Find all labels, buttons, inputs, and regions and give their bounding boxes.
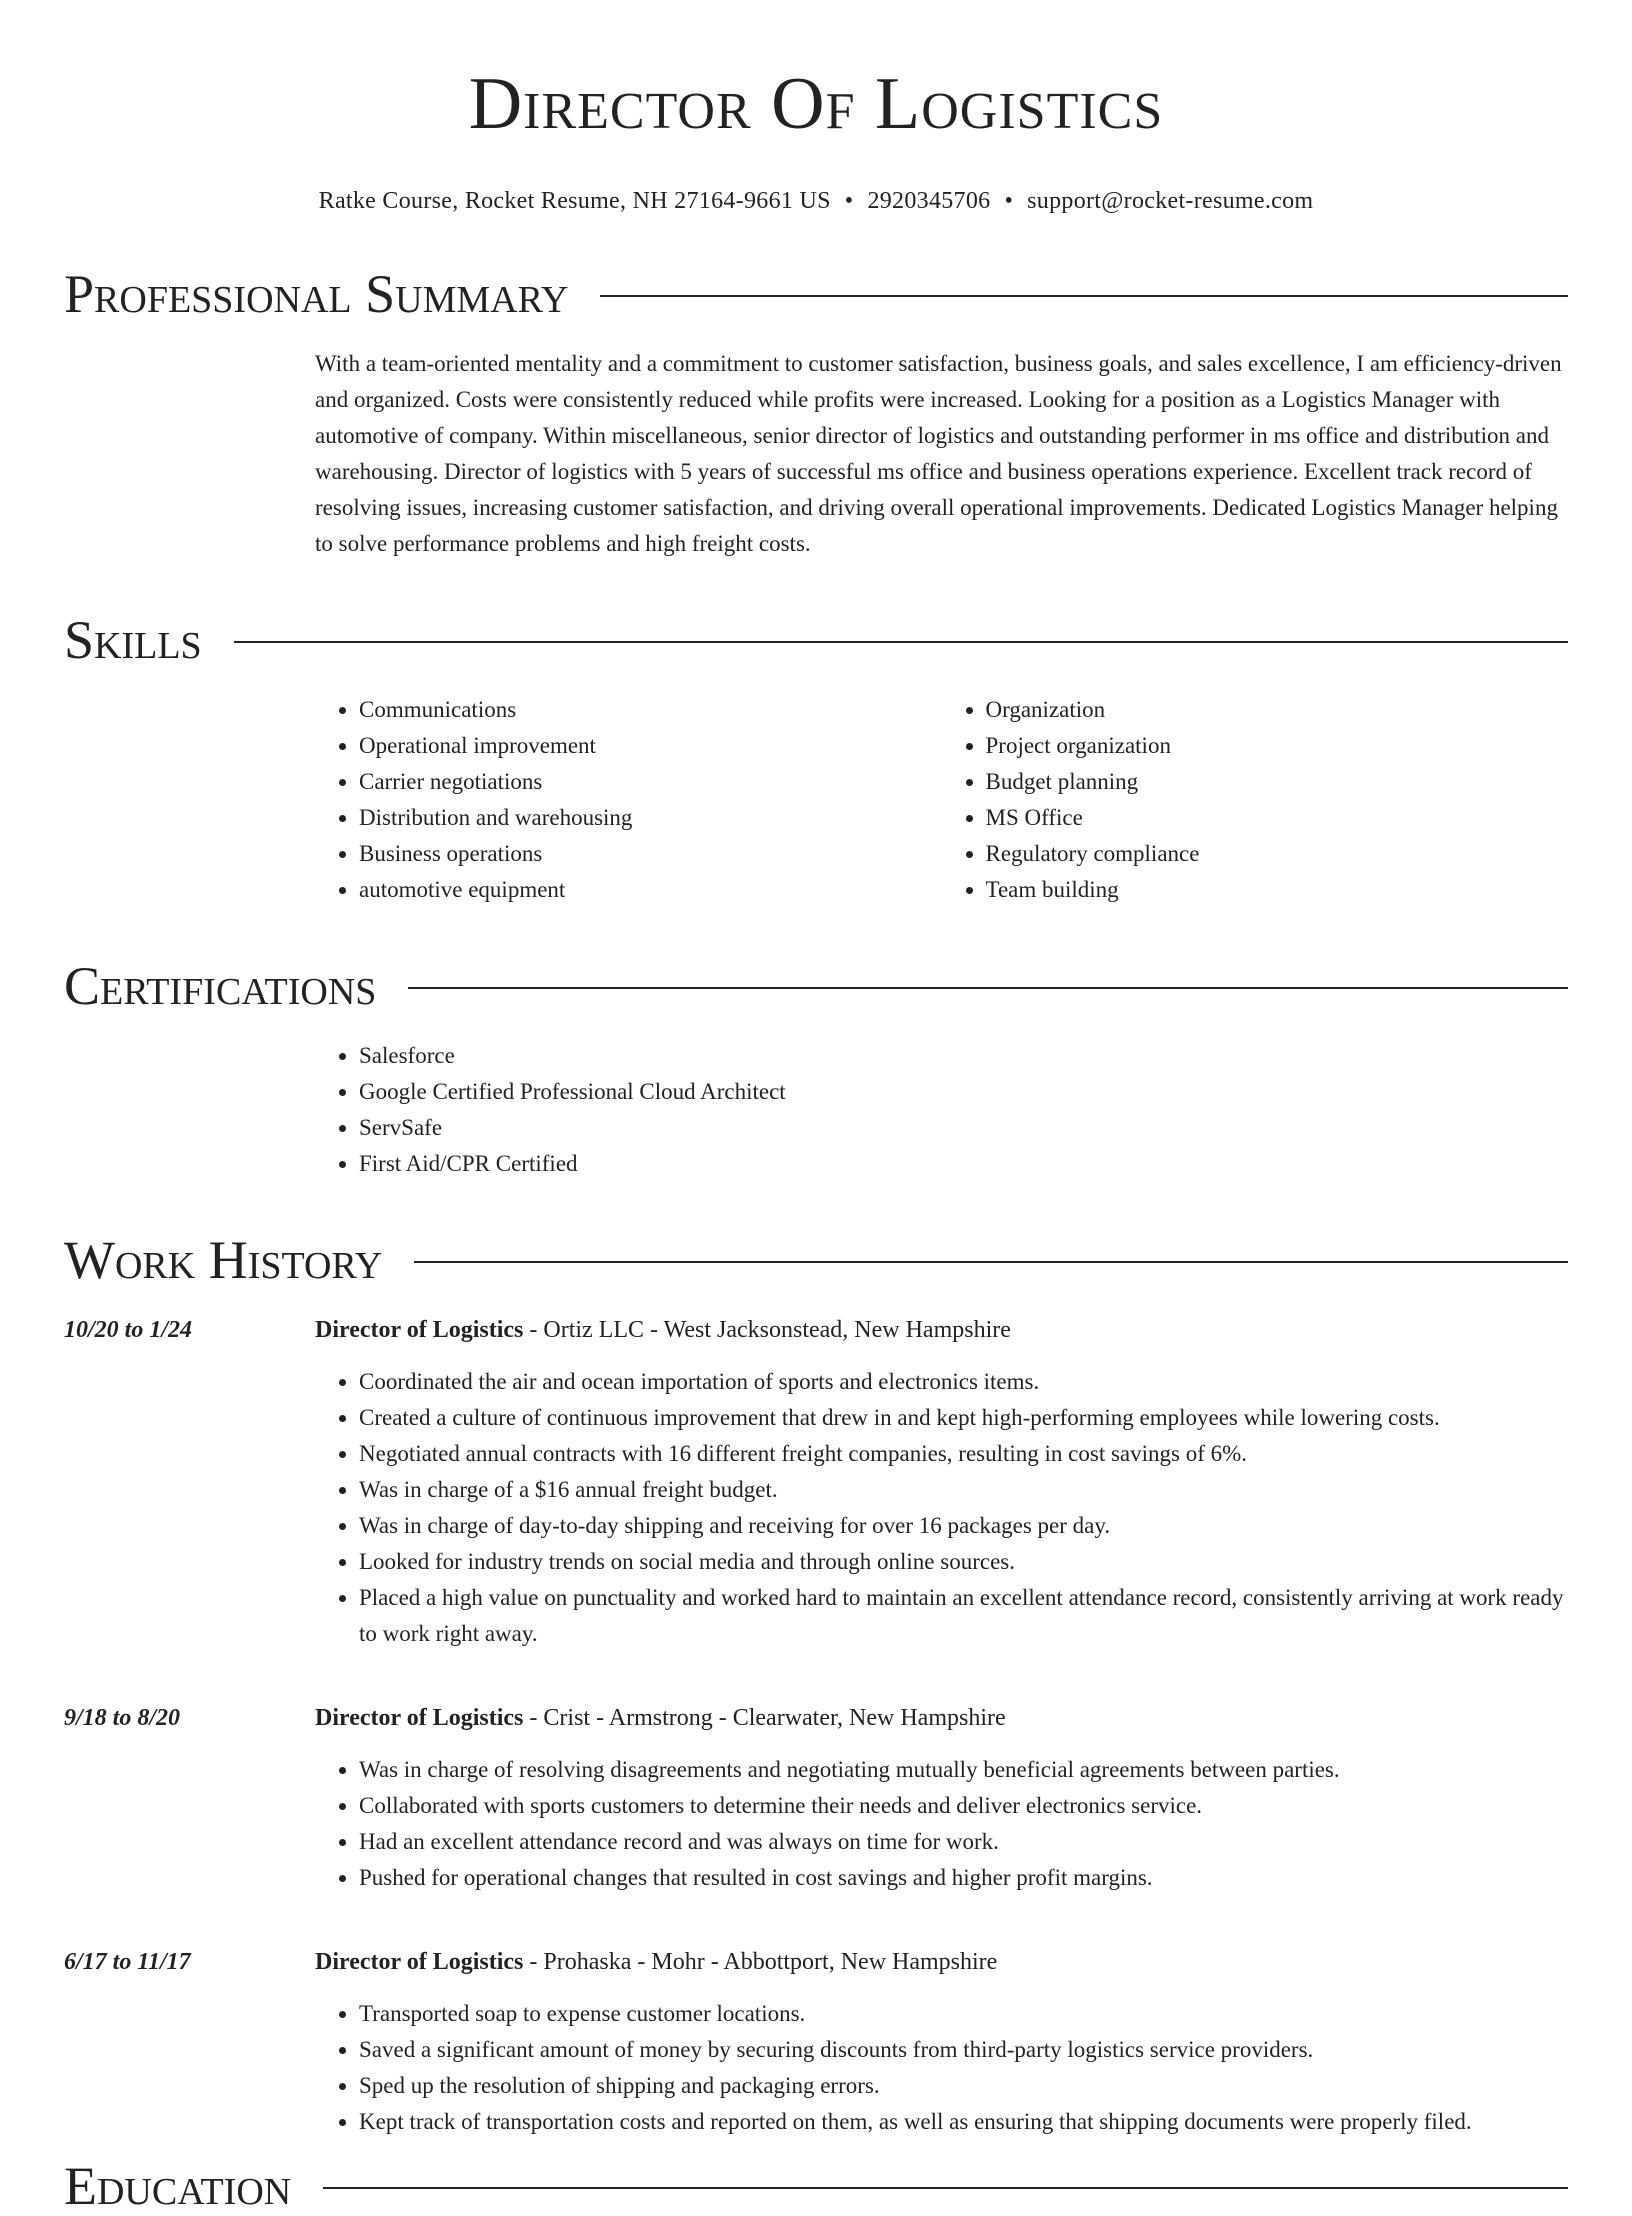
summary-heading: Professional Summary xyxy=(64,264,569,324)
job-title-line xyxy=(315,1944,1568,1980)
skills-list-left xyxy=(315,692,942,908)
work-heading: Work History xyxy=(64,1230,383,1290)
job-bullet: • Had an excellent attendance record and was always on time for work. xyxy=(359,1824,1568,1860)
skills-list-right xyxy=(942,692,1569,908)
education-section-header xyxy=(64,2156,1568,2216)
certifications-list xyxy=(315,1038,1568,1182)
education-heading: Education xyxy=(64,2156,292,2216)
skill-item: • MS Office xyxy=(986,800,1569,836)
job-bullet: • Negotiated annual contracts with 16 different freight companies, resulting in cost savings of 6%. xyxy=(359,1436,1568,1472)
job-title: Director of Logistics xyxy=(315,1949,524,1975)
skill-item: • Carrier negotiations xyxy=(359,764,942,800)
job-entry xyxy=(64,1700,1568,1896)
section-divider xyxy=(234,641,1568,643)
certifications-section-header xyxy=(64,956,1568,1016)
skill-item: • Project organization xyxy=(986,728,1569,764)
job-employer: - Prohaska - Mohr - Abbottport, New Hampshire xyxy=(523,1949,998,1975)
job-bullet: • Collaborated with sports customers to determine their needs and deliver electronics service. xyxy=(359,1788,1568,1824)
work-section-header xyxy=(64,1230,1568,1290)
section-divider xyxy=(600,295,1568,297)
job-bullets xyxy=(315,1364,1568,1652)
job-title-line xyxy=(315,1700,1568,1736)
contact-phone: 2920345706 xyxy=(867,188,991,214)
job-bullet: • Was in charge of resolving disagreements and negotiating mutually beneficial agreements between parties. xyxy=(359,1752,1568,1788)
summary-section-header xyxy=(64,264,1568,324)
contact-line xyxy=(64,186,1568,216)
section-divider xyxy=(323,2187,1568,2189)
skills-grid xyxy=(315,692,1568,908)
skill-item: • Budget planning xyxy=(986,764,1569,800)
job-bullet: • Coordinated the air and ocean importation of sports and electronics items. xyxy=(359,1364,1568,1400)
skill-item: • Communications xyxy=(359,692,942,728)
job-bullet: • Was in charge of day-to-day shipping and receiving for over 16 packages per day. xyxy=(359,1508,1568,1544)
job-employer: - Ortiz LLC - West Jacksonstead, New Hampshire xyxy=(523,1317,1011,1343)
job-title: Director of Logistics xyxy=(315,1317,524,1343)
certification-item: • ServSafe xyxy=(359,1110,1568,1146)
job-bullet: • Looked for industry trends on social media and through online sources. xyxy=(359,1544,1568,1580)
certification-item: • First Aid/CPR Certified xyxy=(359,1146,1568,1182)
contact-separator: • xyxy=(1004,188,1014,214)
contact-separator: • xyxy=(844,188,854,214)
skills-section-header xyxy=(64,610,1568,670)
job-bullet: • Saved a significant amount of money by securing discounts from third-party logistics service providers. xyxy=(359,2032,1568,2068)
job-entry xyxy=(64,1312,1568,1652)
job-entry xyxy=(64,1944,1568,2140)
skill-item: • Regulatory compliance xyxy=(986,836,1569,872)
job-bullets xyxy=(315,1996,1568,2140)
contact-address: Ratke Course, Rocket Resume, NH 27164-9661 US xyxy=(318,188,831,214)
summary-text: With a team-oriented mentality and a commitment to customer satisfaction, business goals, and sales excellence, I am efficiency-driven and organized. Costs were consistently reduced while profits were increased. Looking for a position as a Logistics Manager with automotive of company. Within miscellaneous, senior director of logistics and outstanding performer in ms office and distribution and warehousing. Director of logistics with 5 years of successful ms office and business operations experience. Excellent track record of resolving issues, increasing customer satisfaction, and driving overall operational improvements. Dedicated Logistics Manager helping to solve performance problems and high freight costs. xyxy=(315,351,1562,556)
job-body xyxy=(315,1944,1568,2140)
candidate-name: Director Of Logistics xyxy=(468,63,1164,145)
job-dates: 10/20 to 1/24 xyxy=(64,1317,193,1343)
job-employer: - Crist - Armstrong - Clearwater, New Hampshire xyxy=(523,1705,1006,1731)
certification-item: • Google Certified Professional Cloud Architect xyxy=(359,1074,1568,1110)
job-title-line xyxy=(315,1312,1568,1348)
contact-email[interactable]: support@rocket-resume.com xyxy=(1027,188,1314,214)
job-bullets xyxy=(315,1752,1568,1896)
job-body xyxy=(315,1700,1568,1896)
job-title: Director of Logistics xyxy=(315,1705,524,1731)
certifications-heading: Certifications xyxy=(64,956,377,1016)
job-bullet: • Kept track of transportation costs and reported on them, as well as ensuring that shipping documents were properly filed. xyxy=(359,2104,1568,2140)
section-divider xyxy=(408,987,1568,989)
job-bullet: • Pushed for operational changes that resulted in cost savings and higher profit margins. xyxy=(359,1860,1568,1896)
skill-item: • Operational improvement xyxy=(359,728,942,764)
job-dates: 6/17 to 11/17 xyxy=(64,1949,191,1975)
skill-item: • Organization xyxy=(986,692,1569,728)
skill-item: • Distribution and warehousing xyxy=(359,800,942,836)
job-bullet: • Transported soap to expense customer locations. xyxy=(359,1996,1568,2032)
job-bullet: • Placed a high value on punctuality and worked hard to maintain an excellent attendance record, consistently arriving at work ready to work right away. xyxy=(359,1580,1568,1652)
skills-heading: Skills xyxy=(64,610,202,670)
skill-item: • Team building xyxy=(986,872,1569,908)
job-body xyxy=(315,1312,1568,1652)
section-divider xyxy=(414,1261,1568,1263)
job-bullet: • Was in charge of a $16 annual freight budget. xyxy=(359,1472,1568,1508)
skill-item: • Business operations xyxy=(359,836,942,872)
certification-item: • Salesforce xyxy=(359,1038,1568,1074)
certifications-list-wrap xyxy=(315,1038,1568,1182)
job-bullet: • Sped up the resolution of shipping and packaging errors. xyxy=(359,2068,1568,2104)
job-bullet: • Created a culture of continuous improvement that drew in and kept high-performing employees while lowering costs. xyxy=(359,1400,1568,1436)
job-dates: 9/18 to 8/20 xyxy=(64,1705,181,1731)
skill-item: • automotive equipment xyxy=(359,872,942,908)
